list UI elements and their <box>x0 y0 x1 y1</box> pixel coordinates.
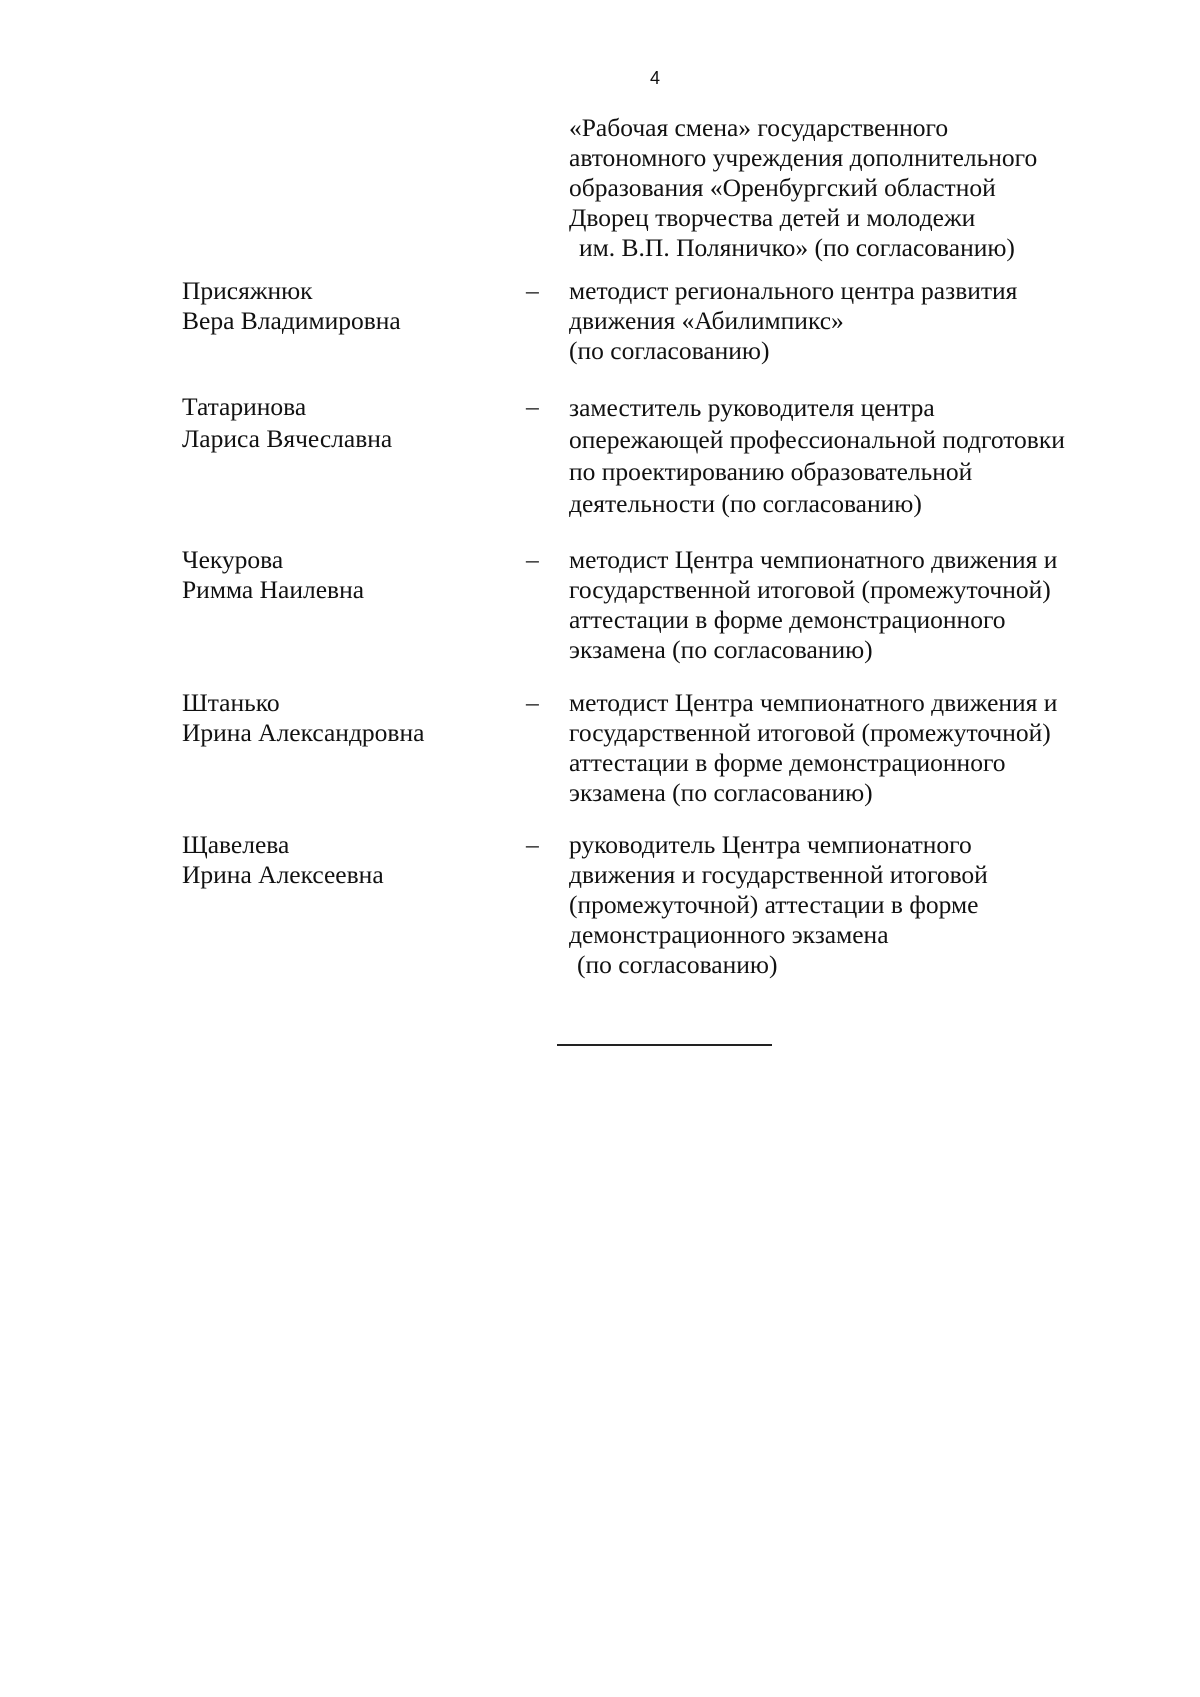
member-name <box>182 392 512 454</box>
member-name <box>182 545 512 605</box>
continuation-line: Дворец творчества детей и молодежи <box>569 203 976 232</box>
member-dash: – <box>526 830 539 859</box>
member-role <box>569 830 1169 980</box>
previous-role-continuation <box>569 113 1169 263</box>
member-surname: Штанько <box>182 688 280 717</box>
member-role-line: методист регионального центра развития <box>569 276 1018 305</box>
member-dash: – <box>526 392 539 421</box>
member-role-line: движения и государственной итоговой <box>569 860 988 889</box>
member-name <box>182 830 512 890</box>
member-name <box>182 276 512 336</box>
member-given-names: Лариса Вячеславна <box>182 424 393 453</box>
member-role-line: (промежуточной) аттестации в форме <box>569 890 979 919</box>
continuation-line: автономного учреждения дополнительного <box>569 143 1038 172</box>
member-role <box>569 392 1169 520</box>
member-given-names: Ирина Алексеевна <box>182 860 384 889</box>
continuation-line: «Рабочая смена» государственного <box>569 113 949 142</box>
continuation-line: им. В.П. Поляничко» (по согласованию) <box>579 233 1015 262</box>
member-role-line: государственной итоговой (промежуточной) <box>569 575 1051 604</box>
member-dash: – <box>526 545 539 574</box>
member-role-line: государственной итоговой (промежуточной) <box>569 718 1051 747</box>
member-role-line: демонстрационного экзамена <box>569 920 889 949</box>
member-role-line: методист Центра чемпионатного движения и <box>569 545 1058 574</box>
member-surname: Присяжнюк <box>182 276 313 305</box>
member-role-line: аттестации в форме демонстрационного <box>569 748 1006 777</box>
member-given-names: Римма Наилевна <box>182 575 365 604</box>
member-role-line: опережающей профессиональной подготовки <box>569 425 1065 454</box>
member-role-line: движения «Абилимпикс» <box>569 306 844 335</box>
member-role-line: деятельности (по согласованию) <box>569 489 922 518</box>
member-role-line: экзамена (по согласованию) <box>569 635 873 664</box>
member-role-line: по проектированию образовательной <box>569 457 973 486</box>
member-dash: – <box>526 276 539 305</box>
member-dash: – <box>526 688 539 717</box>
member-role-line: руководитель Центра чемпионатного <box>569 830 972 859</box>
end-of-list-rule <box>557 1044 772 1046</box>
member-role <box>569 545 1169 665</box>
member-surname: Щавелева <box>182 830 290 859</box>
page-number: 4 <box>650 68 661 88</box>
member-role <box>569 276 1169 366</box>
member-role-line: экзамена (по согласованию) <box>569 778 873 807</box>
member-name <box>182 688 512 748</box>
member-surname: Чекурова <box>182 545 284 574</box>
continuation-line: образования «Оренбургский областной <box>569 173 996 202</box>
member-given-names: Вера Владимировна <box>182 306 401 335</box>
member-role-line: заместитель руководителя центра <box>569 393 935 422</box>
member-role <box>569 688 1169 808</box>
member-given-names: Ирина Александровна <box>182 718 425 747</box>
member-role-line: (по согласованию) <box>569 336 770 365</box>
member-surname: Татаринова <box>182 392 307 421</box>
member-role-line: (по согласованию) <box>577 950 778 979</box>
member-role-line: методист Центра чемпионатного движения и <box>569 688 1058 717</box>
member-role-line: аттестации в форме демонстрационного <box>569 605 1006 634</box>
